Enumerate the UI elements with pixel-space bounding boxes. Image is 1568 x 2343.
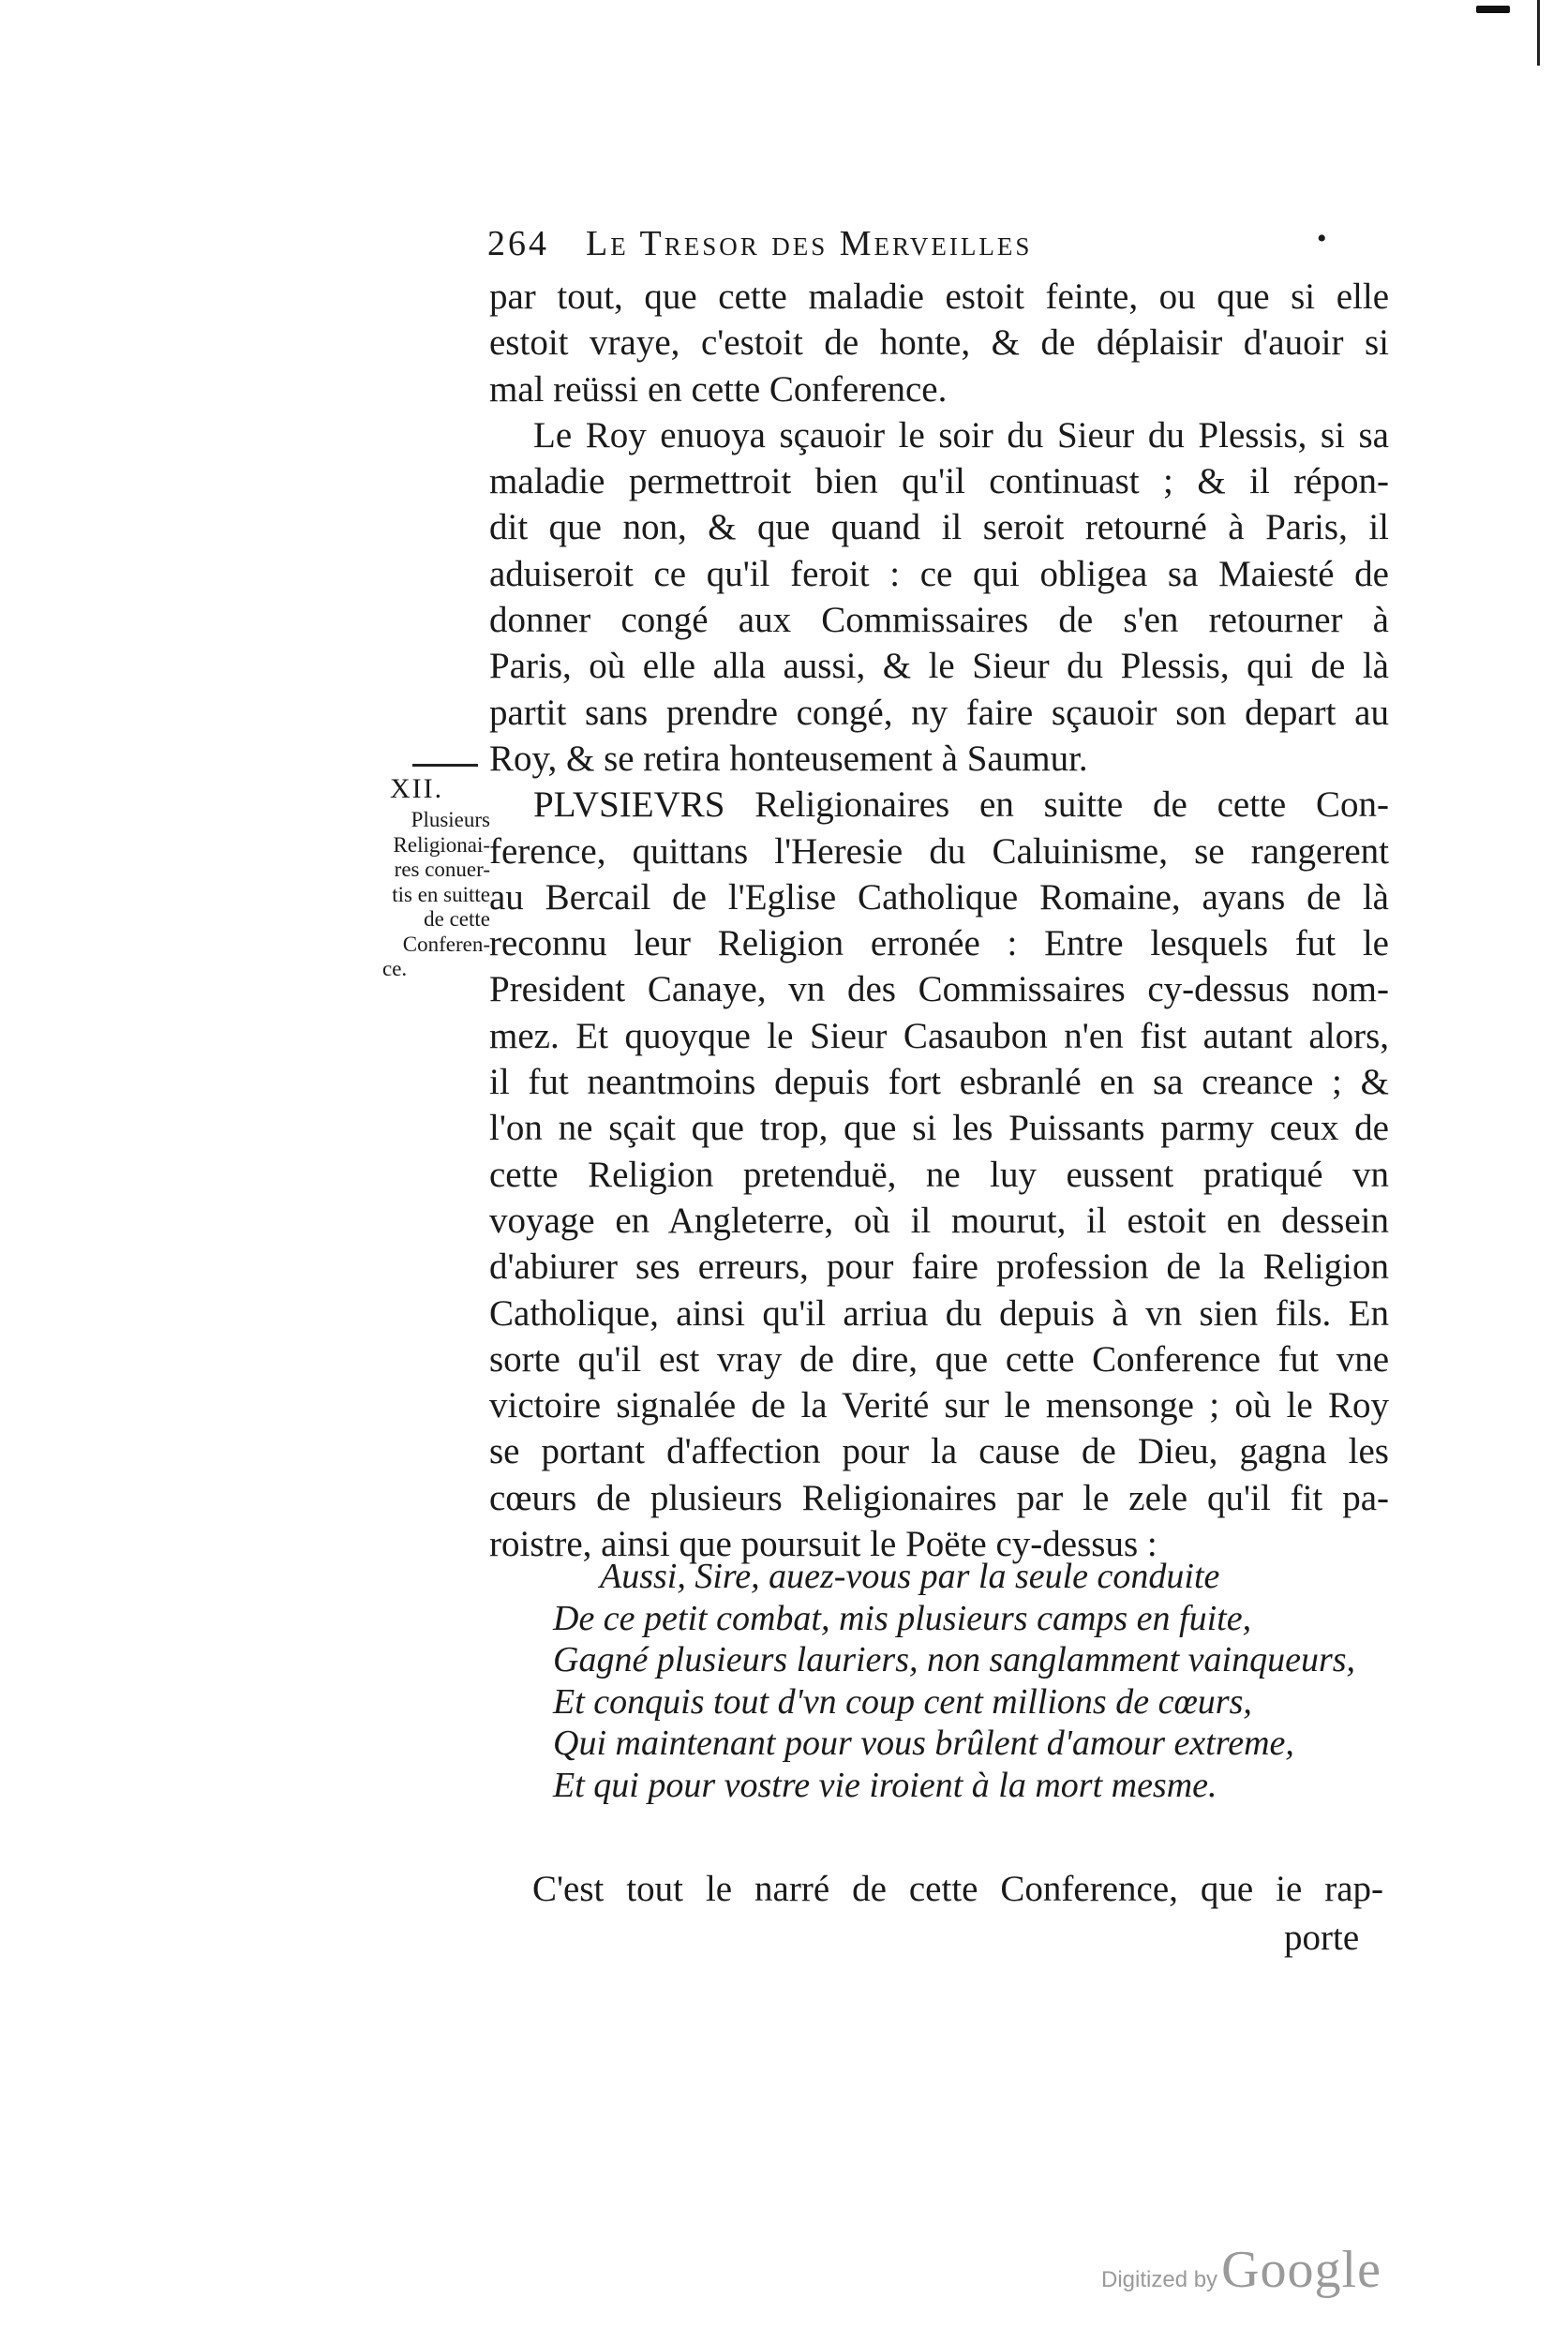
body-line: estoit vraye, c'estoit de honte, & de déplaisir d'auoir si <box>489 322 1389 364</box>
catchword: porte <box>1284 1918 1360 1958</box>
margin-rule <box>412 764 478 767</box>
body-line: ference, quittans l'Heresie du Caluinisme, se rangerent <box>489 830 1389 872</box>
body-line: Paris, où elle alla aussi, & le Sieur du Plessis, qui de là <box>489 646 1389 687</box>
body-line: reconnu leur Religion erronée : Entre lesquels fut le <box>489 923 1389 964</box>
body-line: Le Roy enuoya sçauoir le soir du Sieur du Plessis, si sa <box>533 414 1389 455</box>
body-line: au Bercail de l'Eglise Catholique Romaine, ayans de là <box>489 876 1389 918</box>
margin-note-line: Plusieurs <box>411 808 490 831</box>
google-logo: Google <box>1221 2241 1381 2299</box>
scan-corner-mark <box>1476 6 1510 13</box>
verse-line: Gagné plusieurs lauriers, non sanglamment vainqueurs, <box>553 1640 1356 1679</box>
closing-line: C'est tout le narré de cette Conference, que ie rap- <box>532 1869 1383 1909</box>
page-header <box>487 214 1330 270</box>
body-line: dit que non, & que quand il seroit retourné à Paris, il <box>489 507 1389 548</box>
scan-edge-mark <box>1537 0 1540 66</box>
page-number: 264 <box>487 224 549 263</box>
body-line: donner congé aux Commissaires de s'en retourner à <box>489 600 1389 641</box>
closing-paragraph <box>532 1865 1383 1914</box>
body-line: voyage en Angleterre, où il mourut, il estoit en dessein <box>489 1200 1389 1241</box>
body-line: par tout, que cette maladie estoit feinte, ou que si elle <box>489 276 1389 317</box>
verse-line: Qui maintenant pour vous brûlent d'amour extreme, <box>553 1724 1294 1763</box>
verse-line: De ce petit combat, mis plusieurs camps en fuite, <box>553 1598 1252 1638</box>
body-line: victoire signalée de la Verité sur le mensonge ; où le Roy <box>489 1385 1389 1426</box>
body-line: maladie permettroit bien qu'il continuast ; & il répon- <box>489 461 1389 502</box>
margin-note-line: res conuer- <box>394 858 490 881</box>
body-line: Roy, & se retira honteusement à Saumur. <box>489 738 1088 779</box>
body-line: partit sans prendre congé, ny faire sçauoir son depart au <box>489 692 1389 733</box>
verse-quotation <box>553 1556 1396 1806</box>
margin-note-line: Conferen- <box>402 932 490 956</box>
body-line: cette Religion pretenduë, ne luy eussent pratiqué vn <box>489 1154 1389 1195</box>
margin-note-line: Religionai- <box>393 832 490 857</box>
body-line: mez. Et quoyque le Sieur Casaubon n'en fist autant alors, <box>489 1015 1389 1056</box>
body-line: d'abiurer ses erreurs, pour faire profession de la Religion <box>489 1246 1389 1288</box>
digitized-watermark <box>1101 2240 1381 2300</box>
margin-note-line: de cette <box>424 907 490 931</box>
body-line: Catholique, ainsi qu'il arriua du depuis à vn sien fils. En <box>489 1292 1389 1334</box>
body-line: mal reüssi en cette Conference. <box>489 368 948 410</box>
header-ornament: • <box>1317 223 1330 254</box>
verse-line: Aussi, Sire, auez-vous par la seule conduite <box>600 1557 1220 1596</box>
body-line: se portant d'affection pour la cause de Dieu, gagna les <box>489 1431 1389 1472</box>
body-line: aduiseroit ce qu'il feroit : ce qui obligea sa Maiesté de <box>489 553 1389 594</box>
verse-line: Et conquis tout d'vn coup cent millions de cœurs, <box>553 1681 1252 1722</box>
margin-note-line: tis en suitte <box>392 882 490 906</box>
body-line: cœurs de plusieurs Religionaires par le zele qu'il fit pa- <box>489 1477 1389 1518</box>
margin-note <box>364 770 490 982</box>
body-line: PLVSIEVRS Religionaires en suitte de cette Con- <box>533 784 1389 826</box>
running-title: Le Tresor des Merveilles <box>586 224 1033 263</box>
body-text <box>489 274 1389 1567</box>
section-number: XII. <box>390 773 444 804</box>
watermark-prefix: Digitized by <box>1101 2267 1218 2292</box>
margin-note-line: ce. <box>382 957 408 980</box>
body-line: l'on ne sçait que trop, que si les Puissants parmy ceux de <box>489 1108 1389 1149</box>
verse-line: Et qui pour vostre vie iroient à la mort mesme. <box>553 1765 1217 1805</box>
body-line: sorte qu'il est vray de dire, que cette Conference fut vne <box>489 1338 1389 1380</box>
body-line: roistre, ainsi que poursuit le Poëte cy-dessus : <box>489 1524 1157 1565</box>
body-line: President Canaye, vn des Commissaires cy-dessus nom- <box>489 969 1389 1010</box>
body-line: il fut neantmoins depuis fort esbranlé en sa creance ; & <box>489 1062 1389 1103</box>
